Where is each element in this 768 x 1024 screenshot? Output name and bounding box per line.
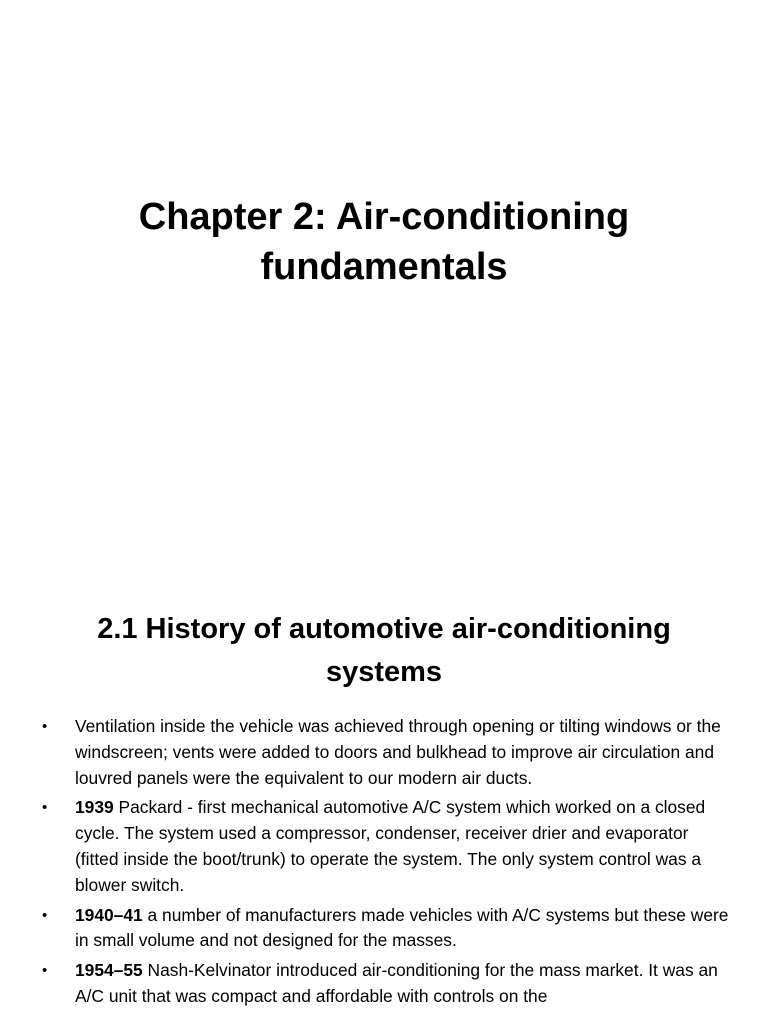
- chapter-title: Chapter 2: Air-conditioning fundamentals: [138, 196, 630, 288]
- bullet-text: Ventilation inside the vehicle was achieved through opening or tilting windows or the windscreen; vents were added to doors and bulkhead to improve air circulation and louvred panels were the equivalent to our modern air ducts.: [75, 716, 721, 788]
- bullet-text: Packard - first mechanical automotive A/C system which worked on a closed cycle. The system used a compressor, condenser, receiver drier and evaporator (fitted inside the boot/trunk) to operate the system. The only system control was a blower switch.: [75, 797, 706, 895]
- bullet-item-1954-55: [42, 958, 732, 1010]
- bullet-item-ventilation: [42, 714, 732, 791]
- bullet-text: Nash-Kelvinator introduced air-conditioning for the mass market. It was an A/C unit that was compact and affordable with controls on the: [75, 960, 718, 1006]
- bullet-marker: •: [42, 962, 48, 980]
- bullet-item-1940-41: [42, 903, 732, 955]
- section-title: 2.1 History of automotive air-conditioning systems: [97, 613, 671, 688]
- bullet-marker: •: [42, 906, 48, 924]
- history-slide: [0, 576, 768, 1024]
- bullet-year: 1939: [75, 797, 114, 818]
- bullet-item-1939: [42, 795, 732, 898]
- bullet-text: a number of manufacturers made vehicles with A/C systems but these were in small volume and not designed for the masses.: [75, 904, 729, 951]
- bullet-year: 1940–41: [75, 904, 143, 925]
- bullet-year: 1954–55: [75, 960, 143, 981]
- history-bullet-list: [42, 714, 732, 1014]
- bullet-marker: •: [42, 718, 48, 735]
- bullet-marker: •: [42, 799, 48, 817]
